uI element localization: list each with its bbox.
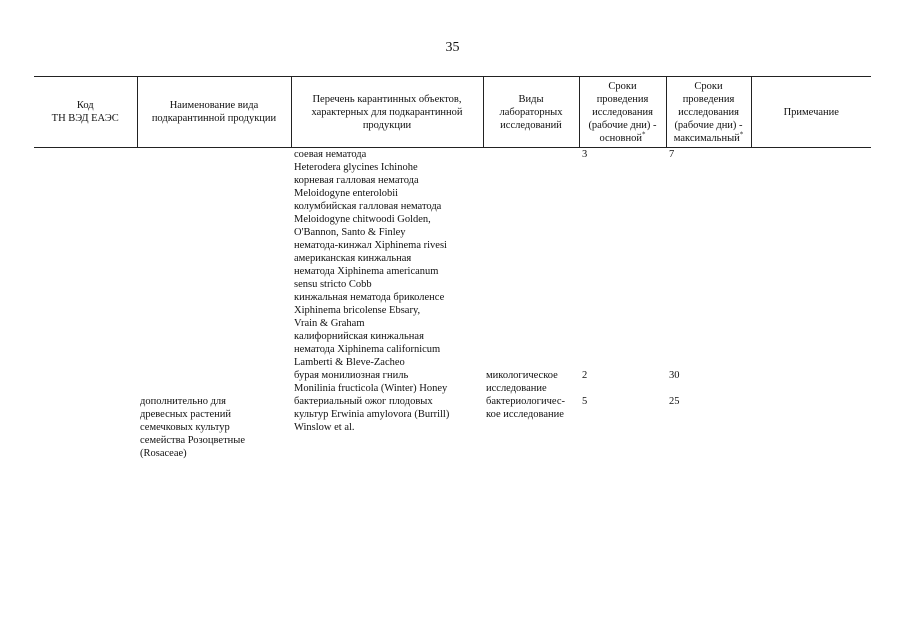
header-row [34, 77, 871, 148]
cell-term-basic [579, 239, 666, 252]
footnote-mark: * [642, 130, 646, 138]
header-lab-types: Виды лабораторных исследований [483, 77, 579, 148]
cell-product-name [137, 330, 291, 369]
cell-code [34, 330, 137, 369]
cell-code [34, 239, 137, 252]
header-product-name: Наименование вида подкарантинной продукции [137, 77, 291, 148]
cell-term-max [666, 252, 751, 291]
table-row [34, 174, 871, 200]
table-row [34, 330, 871, 369]
cell-term-max [666, 200, 751, 239]
cell-lab-type [483, 200, 579, 239]
cell-code [34, 252, 137, 291]
cell-product-name [137, 252, 291, 291]
cell-product-name [137, 239, 291, 252]
cell-note [751, 174, 871, 200]
cell-lab-type [483, 174, 579, 200]
cell-quarantine-object: соевая нематода Heterodera glycines Ichinohe [294, 149, 418, 173]
cell-lab-type [483, 239, 579, 252]
cell-quarantine-object: американская кинжальная нематода Xiphinema americanum sensu stricto Cobb [294, 253, 439, 290]
cell-note [751, 330, 871, 369]
cell-quarantine-object: бактериальный ожог плодовых культур Erwinia amylovora (Burrill) Winslow et al. [294, 396, 450, 433]
cell-quarantine-object: нематода-кинжал Xiphinema rivesi [294, 240, 447, 251]
cell-note [751, 239, 871, 252]
cell-note [751, 291, 871, 330]
cell-term-basic: 5 [582, 396, 588, 407]
table-body [34, 148, 871, 461]
cell-product-name [137, 174, 291, 200]
cell-lab-type [483, 148, 579, 175]
cell-term-basic: 2 [582, 370, 588, 381]
cell-term-max: 7 [669, 149, 675, 160]
cell-term-basic: 3 [582, 149, 588, 160]
header-terms-basic: Сроки проведения исследования (рабочие дни) - основной* [579, 77, 666, 148]
cell-product-name [137, 200, 291, 239]
cell-note [751, 369, 871, 395]
cell-term-basic [579, 291, 666, 330]
cell-term-basic [579, 174, 666, 200]
cell-quarantine-object: бурая монилиозная гниль Monilinia fructicola (Winter) Honey [294, 370, 448, 394]
header-note: Примечание [751, 77, 871, 148]
cell-code [34, 369, 137, 395]
cell-term-basic [579, 252, 666, 291]
cell-code [34, 148, 137, 175]
cell-product-name [137, 369, 291, 395]
header-quarantine-objects: Перечень карантинных объектов, характерных для подкарантинной продукции [291, 77, 483, 148]
table-row [34, 200, 871, 239]
cell-code [34, 395, 137, 460]
table-row [34, 395, 871, 460]
cell-term-max: 25 [669, 396, 680, 407]
cell-product-name [137, 291, 291, 330]
cell-note [751, 200, 871, 239]
cell-lab-type [483, 252, 579, 291]
table-row [34, 148, 871, 175]
cell-term-max: 30 [669, 370, 680, 381]
cell-lab-type: бактериологичес- кое исследование [486, 396, 565, 420]
cell-term-basic [579, 330, 666, 369]
cell-quarantine-object: кинжальная нематода бриколенсе Xiphinema bricolense Ebsary, Vrain & Graham [294, 292, 445, 329]
page-number: 35 [445, 40, 460, 55]
table-row [34, 239, 871, 252]
quarantine-table [34, 76, 871, 460]
cell-lab-type: микологическое исследование [486, 370, 558, 394]
cell-code [34, 291, 137, 330]
cell-term-max [666, 330, 751, 369]
cell-quarantine-object: корневая галловая нематода Meloidogyne enterolobii [294, 175, 419, 199]
cell-note [751, 148, 871, 175]
cell-term-max [666, 291, 751, 330]
cell-quarantine-object: колумбийская галловая нематода Meloidogyne chitwoodi Golden, O'Bannon, Santo & Finley [294, 201, 442, 238]
footnote-mark: * [739, 130, 744, 138]
cell-term-basic [579, 200, 666, 239]
cell-lab-type [483, 291, 579, 330]
table-row [34, 291, 871, 330]
cell-quarantine-object: калифорнийская кинжальная нематода Xiphinema californicum Lamberti & Bleve-Zacheo [294, 331, 441, 368]
header-code: Код ТН ВЭД ЕАЭС [34, 77, 137, 148]
cell-product-name [137, 148, 291, 175]
cell-note [751, 252, 871, 291]
header-terms-max: Сроки проведения исследования (рабочие дни) - максимальный* [666, 77, 751, 148]
cell-term-max [666, 239, 751, 252]
cell-code [34, 174, 137, 200]
cell-lab-type [483, 330, 579, 369]
cell-term-max [666, 174, 751, 200]
table-row [34, 252, 871, 291]
cell-product-name: дополнительно для древесных растений семечковых культур семейства Розоцветные (Rosaceae) [140, 396, 245, 459]
cell-code [34, 200, 137, 239]
cell-note [751, 395, 871, 460]
table-row [34, 369, 871, 395]
